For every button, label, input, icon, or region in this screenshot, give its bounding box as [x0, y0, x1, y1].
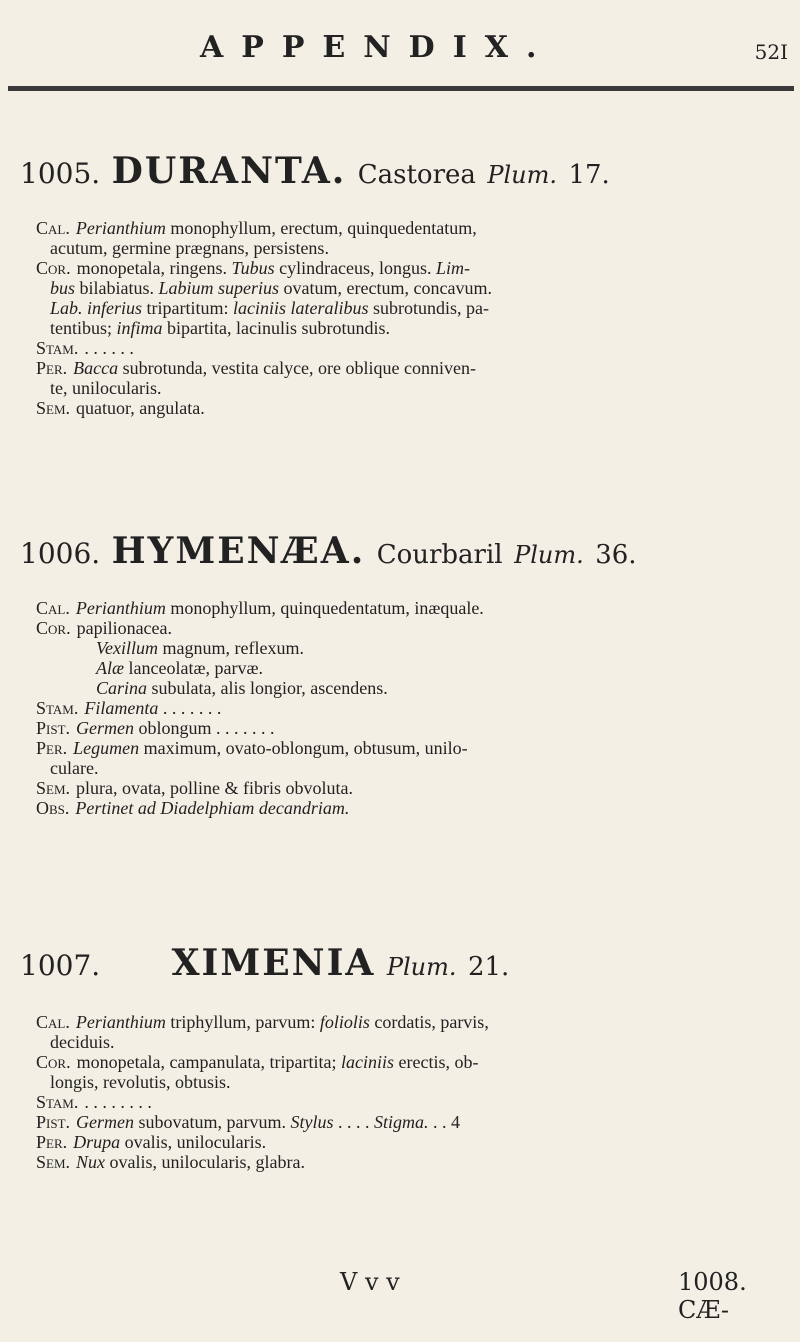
description-text: deciduis.: [50, 1032, 115, 1052]
description-text: ovalis, unilocularis, glabra.: [105, 1152, 305, 1172]
page-footer: [0, 1268, 800, 1324]
page-number: 52I: [754, 40, 788, 64]
description-text: plura, ovata, polline & fibris obvoluta.: [76, 778, 353, 798]
running-title: APPENDIX.: [200, 30, 555, 65]
description-text: acutum, germine prægnans, persistens.: [50, 238, 329, 258]
char-line: [36, 1112, 776, 1132]
organ-label: Cal.: [36, 218, 70, 238]
reference-word: Castorea: [357, 160, 476, 190]
italic-term: Germen: [76, 718, 134, 738]
description-text: monophyllum, erectum, quinquedentatum,: [165, 218, 477, 238]
description-text: . . . . . .: [84, 338, 134, 358]
char-line: [36, 358, 776, 378]
description-text: lanceolatæ, parvæ.: [124, 658, 263, 678]
char-line: [36, 1092, 776, 1112]
entry-number: 1006.: [20, 537, 101, 570]
description-text: subrotunda, vestita calyce, ore oblique conniven-: [118, 358, 476, 378]
char-line: [36, 798, 776, 818]
genus-name: DURANTA.: [111, 150, 347, 192]
description-text: quatuor, angulata.: [76, 398, 205, 418]
entry-1005-title: [20, 150, 610, 192]
description-text: longis, revolutis, obtusis.: [50, 1072, 231, 1092]
organ-label: Per.: [36, 358, 68, 378]
italic-term: Labium superius: [158, 278, 280, 298]
italic-term: Germen: [76, 1112, 134, 1132]
reference-number: 17.: [568, 160, 610, 190]
description-text: ovatum, erectum, concavum.: [279, 278, 492, 298]
char-line: [36, 598, 776, 618]
char-line: [36, 298, 776, 318]
char-line: [36, 398, 776, 418]
organ-label: Pist.: [36, 718, 71, 738]
description-text: bipartita, lacinulis subrotundis.: [162, 318, 390, 338]
page-header: [0, 28, 800, 68]
char-line: [36, 1072, 776, 1092]
char-line: [36, 1012, 776, 1032]
description-text: oblongum . . . . . . .: [134, 718, 275, 738]
char-line: [36, 378, 776, 398]
char-line: [36, 758, 776, 778]
char-line: [36, 318, 776, 338]
char-line: [36, 278, 776, 298]
description-text: tentibus;: [50, 318, 117, 338]
entry-number: 1007.: [20, 949, 101, 982]
italic-term: Stigma.: [373, 1112, 429, 1132]
char-line: [36, 1152, 776, 1172]
italic-term: Alæ: [96, 658, 125, 678]
char-line: [36, 678, 776, 698]
italic-term: laciniis lateralibus: [233, 298, 369, 318]
char-line: [36, 238, 776, 258]
entry-1006-description: [36, 598, 776, 818]
organ-label: Sem.: [36, 1152, 71, 1172]
italic-term: Nux: [76, 1152, 106, 1172]
organ-label: Stam.: [36, 1092, 79, 1112]
header-rule: [8, 86, 794, 91]
description-text: te, unilocularis.: [50, 378, 162, 398]
description-text: monopetala, ringens.: [76, 258, 232, 278]
italic-term: Perianthium: [75, 598, 166, 618]
char-line: [36, 718, 776, 738]
entry-1005-description: [36, 218, 776, 418]
description-text: ovalis, unilocularis.: [120, 1132, 267, 1152]
italic-term: Tubus: [231, 258, 275, 278]
italic-term: Lim-: [436, 258, 471, 278]
description-text: culare.: [50, 758, 99, 778]
organ-label: Cal.: [36, 598, 70, 618]
italic-term: laciniis: [340, 1052, 394, 1072]
italic-term: foliolis: [319, 1012, 370, 1032]
char-line: [36, 658, 776, 678]
description-text: papilionacea.: [76, 618, 173, 638]
char-line: [36, 258, 776, 278]
char-line: [36, 1032, 776, 1052]
description-text: monopetala, campanulata, tripartita;: [76, 1052, 341, 1072]
italic-term: Vexillum: [96, 638, 158, 658]
description-text: triphyllum, parvum:: [165, 1012, 320, 1032]
description-text: tripartitum:: [142, 298, 233, 318]
signature-mark: V v v: [340, 1268, 400, 1296]
description-text: cylindraceus, longus.: [274, 258, 437, 278]
italic-term: Filamenta: [84, 698, 159, 718]
catchword: 1008. CÆ-: [678, 1268, 747, 1324]
organ-label: Per.: [36, 1132, 68, 1152]
italic-term: Stylus: [290, 1112, 334, 1132]
italic-term: bus: [50, 278, 76, 298]
organ-label: Cor.: [36, 258, 71, 278]
italic-term: infima: [116, 318, 163, 338]
char-line: [36, 338, 776, 358]
reference-author: Plum.: [514, 541, 584, 569]
reference-number: 36.: [595, 540, 637, 570]
description-text: subulata, alis longior, ascendens.: [147, 678, 388, 698]
entry-1007-description: [36, 1012, 776, 1172]
char-line: [36, 1132, 776, 1152]
organ-label: Sem.: [36, 398, 71, 418]
description-text: erectis, ob-: [393, 1052, 479, 1072]
italic-term: Perianthium: [75, 218, 166, 238]
char-line: [36, 738, 776, 758]
organ-label: Per.: [36, 738, 68, 758]
description-text: monophyllum, quinquedentatum, inæquale.: [165, 598, 484, 618]
char-line: [36, 638, 776, 658]
char-line: [36, 1052, 776, 1072]
italic-term: Carina: [96, 678, 148, 698]
char-line: [36, 698, 776, 718]
organ-label: Stam.: [36, 698, 79, 718]
organ-label: Stam.: [36, 338, 79, 358]
description-text: . . . . . . . .: [84, 1092, 152, 1112]
description-text: bilabiatus.: [75, 278, 159, 298]
organ-label: Sem.: [36, 778, 71, 798]
genus-name: XIMENIA: [171, 942, 376, 984]
char-line: [36, 218, 776, 238]
description-text: . . . . . . .: [158, 698, 222, 718]
description-text: magnum, reflexum.: [157, 638, 304, 658]
entry-1006-title: [20, 530, 637, 572]
char-line: [36, 778, 776, 798]
description-text: subovatum, parvum.: [134, 1112, 291, 1132]
reference-number: 21.: [467, 952, 510, 982]
description-text: maximum, ovato-oblongum, obtusum, unilo-: [139, 738, 468, 758]
description-text: . . 4: [428, 1112, 460, 1132]
italic-term: Legumen: [73, 738, 140, 758]
organ-label: Cal.: [36, 1012, 70, 1032]
genus-name: HYMENÆA.: [111, 530, 366, 572]
entry-1007-title: [20, 942, 509, 984]
organ-label: Cor.: [36, 1052, 71, 1072]
reference-author: Plum.: [487, 161, 558, 189]
entry-number: 1005.: [20, 157, 101, 190]
organ-label: Obs.: [36, 798, 70, 818]
organ-label: Cor.: [36, 618, 71, 638]
italic-term: Pertinet ad Diadelphiam decandriam.: [75, 798, 350, 818]
italic-term: Lab. inferius: [50, 298, 143, 318]
description-text: . . . .: [333, 1112, 374, 1132]
italic-term: Bacca: [73, 358, 119, 378]
italic-term: Perianthium: [75, 1012, 166, 1032]
char-line: [36, 618, 776, 638]
organ-label: Pist.: [36, 1112, 71, 1132]
description-text: subrotundis, pa-: [368, 298, 490, 318]
description-text: cordatis, parvis,: [369, 1012, 489, 1032]
italic-term: Drupa: [73, 1132, 121, 1152]
reference-word: Courbaril: [376, 540, 503, 570]
reference-author: Plum.: [386, 953, 457, 981]
